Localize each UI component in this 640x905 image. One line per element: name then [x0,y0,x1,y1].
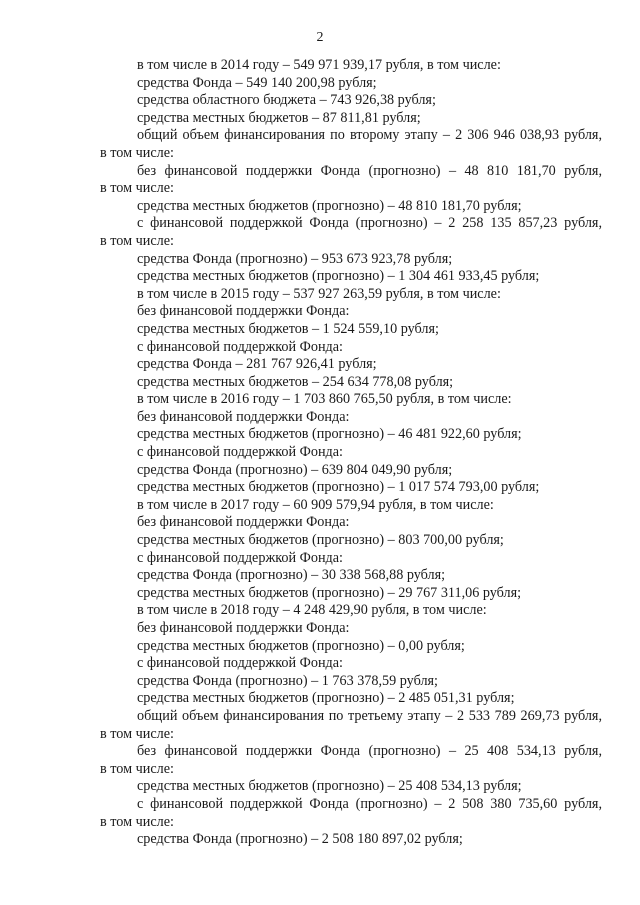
text-line: общий объем финансирования по третьему этапу – 2 533 789 269,73 рубля, [137,707,602,724]
text-line: без финансовой поддержки Фонда: [137,620,350,636]
text-line: с финансовой поддержкой Фонда: [137,549,344,566]
text-line: общий объем финансирования по второму этапу – 2 306 946 038,93 рубля, [137,127,602,144]
text-line: с финансовой поддержкой Фонда: [137,655,344,672]
text-line: без финансовой поддержки Фонда (прогнозно) – 25 408 534,13 рубля, [137,743,602,760]
text-line: средства местных бюджетов – 254 634 778,08 рубля; [137,373,454,390]
text-line: средства местных бюджетов (прогнозно) – 803 700,00 рубля; [137,532,504,549]
text-line: в том числе: [100,144,174,161]
text-line: с финансовой поддержкой Фонда (прогнозно) – 2 258 135 857,23 рубля, [137,215,602,232]
text-line: средства местных бюджетов – 1 524 559,10 рубля; [137,320,439,337]
text-line: средства местных бюджетов (прогнозно) – 1 304 461 933,45 рубля; [137,268,540,285]
text-line: средства Фонда – 549 140 200,98 рубля; [137,74,377,91]
text-line: в том числе в 2015 году – 537 927 263,59 рубля, в том числе: [137,285,501,302]
page-number: 2 [316,30,324,45]
text-line: без финансовой поддержки Фонда: [137,303,350,320]
text-line: средства местных бюджетов (прогнозно) – 25 408 534,13 рубля; [137,778,522,795]
text-line: средства местных бюджетов (прогнозно) – 2 485 051,31 рубля; [137,690,515,707]
text-line: средства Фонда (прогнозно) – 2 508 180 897,02 рубля; [137,831,463,848]
text-line: в том числе: [100,180,174,197]
text-line: средства местных бюджетов (прогнозно) – 29 767 311,06 рубля; [137,584,522,601]
text-line: с финансовой поддержкой Фонда: [137,444,344,461]
text-line: без финансовой поддержки Фонда: [137,408,350,425]
text-line: в том числе в 2014 году – 549 971 939,17 рубля, в том числе: [137,57,501,73]
text-line: средства Фонда – 281 767 926,41 рубля; [137,356,377,373]
text-line: средства областного бюджета – 743 926,38 рубля; [137,92,436,109]
text-line: средства местных бюджетов (прогнозно) – 0,00 рубля; [137,637,465,654]
text-line: средства местных бюджетов (прогнозно) – 48 810 181,70 рубля; [137,197,522,214]
text-line: с финансовой поддержкой Фонда: [137,338,344,355]
text-line: в том числе: [100,725,174,742]
text-line: средства местных бюджетов (прогнозно) – 46 481 922,60 рубля; [137,426,522,443]
text-line: без финансовой поддержки Фонда (прогнозно) – 48 810 181,70 рубля, [137,162,602,179]
text-line: средства Фонда (прогнозно) – 1 763 378,59 рубля; [137,672,438,689]
text-line: в том числе в 2018 году – 4 248 429,90 рубля, в том числе: [137,602,487,619]
text-line: средства местных бюджетов – 87 811,81 рубля; [137,109,421,126]
text-line: в том числе: [100,760,174,777]
text-line: средства местных бюджетов (прогнозно) – 1 017 574 793,00 рубля; [137,479,540,496]
text-line: в том числе в 2016 году – 1 703 860 765,50 рубля, в том числе: [137,391,512,408]
text-line: средства Фонда (прогнозно) – 639 804 049,90 рубля; [137,461,453,478]
text-line: средства Фонда (прогнозно) – 30 338 568,88 рубля; [137,567,446,584]
text-line: средства Фонда (прогнозно) – 953 673 923,78 рубля; [137,250,453,267]
text-line: в том числе в 2017 году – 60 909 579,94 рубля, в том числе: [137,496,494,513]
text-line: с финансовой поддержкой Фонда (прогнозно) – 2 508 380 735,60 рубля, [137,795,602,812]
text-line: без финансовой поддержки Фонда: [137,514,350,531]
document-body [0,57,640,849]
text-line: в том числе: [100,232,174,249]
text-line: в том числе: [100,813,174,830]
